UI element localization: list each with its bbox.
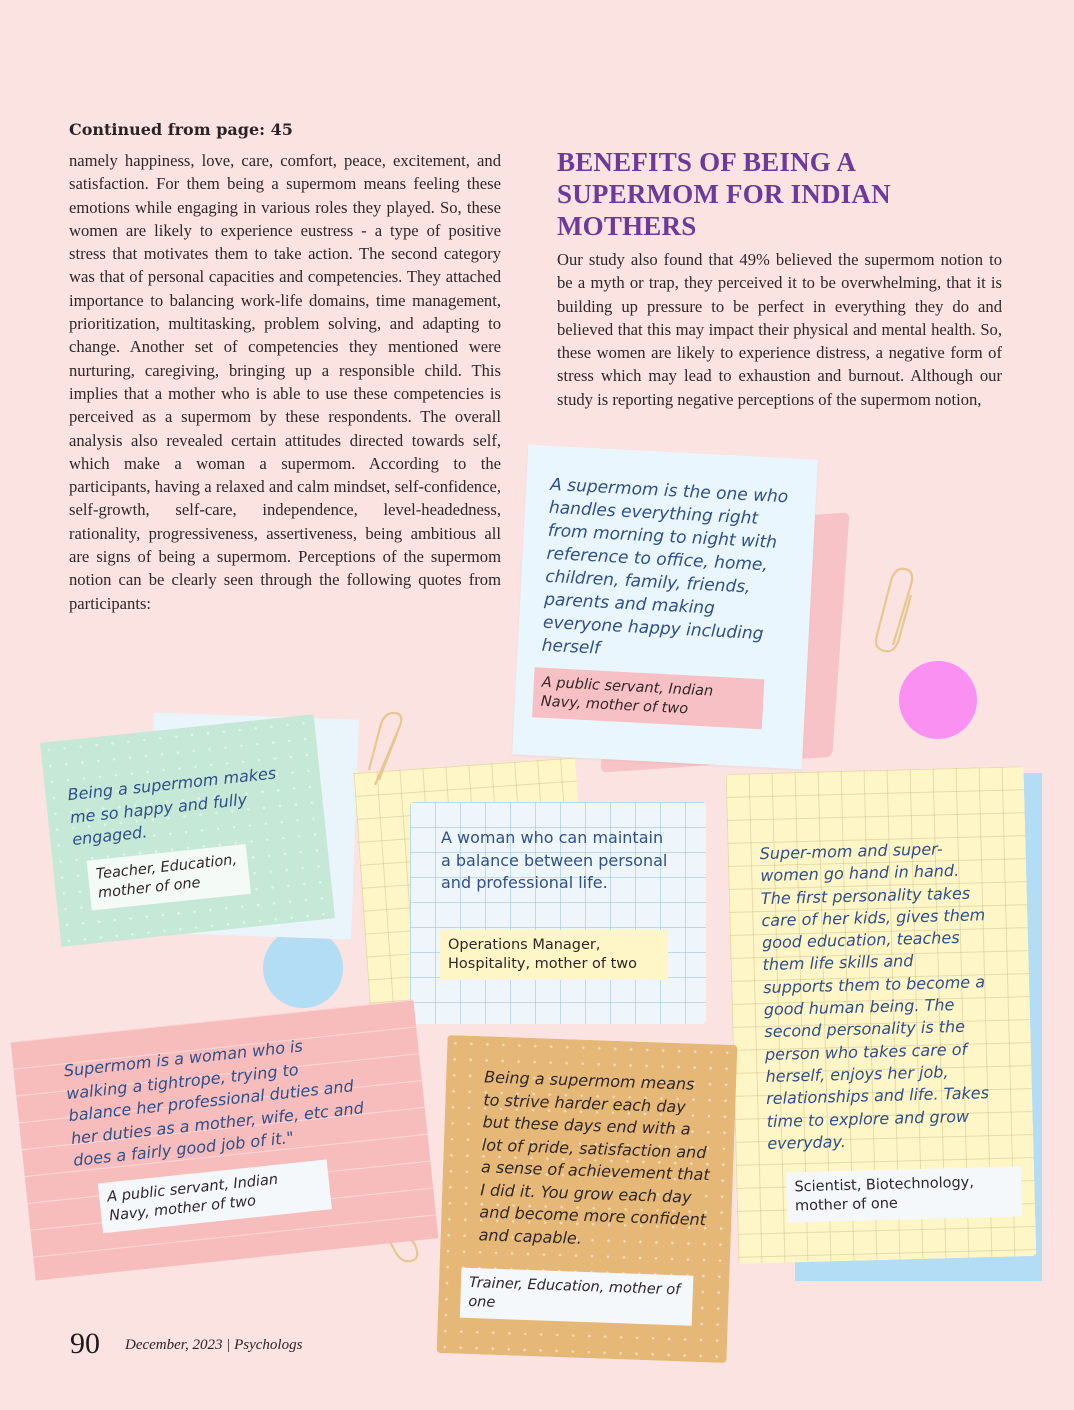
quote-attribution: Teacher, Education, mother of one (87, 844, 251, 910)
quote-text: Supermom is a woman who is walking a tightrope, trying to balance her professional duties and her duties as a mother, wife, etc and does a fairly good job of it." (62, 1036, 365, 1170)
quote-attribution: A public servant, Indian Navy, mother of two (532, 667, 764, 729)
quote-text: Being a supermom makes me so happy and fully engaged. (66, 763, 277, 850)
section-heading: BENEFITS OF BEING A SUPERMOM FOR INDIAN MOTHERS (557, 147, 891, 241)
issue-info: December, 2023 | Psychologs (125, 1337, 303, 1353)
quote-card (512, 445, 818, 770)
quote-card (437, 1035, 738, 1363)
quote-attribution: Trainer, Education, mother of one (460, 1268, 694, 1326)
quote-text: Super-mom and super-women go hand in hand. The first personality takes care of her kids, gives them good education, teaches them life skills and supports them to become a good human being. The second personality is the person who takes care of herself, enjoys her job, relationships and life. Takes time to explore and grow everyday. (759, 839, 990, 1153)
quote-card (40, 714, 335, 947)
quote-card (726, 766, 1037, 1264)
quote-attribution: A public servant, Indian Navy, mother of two (98, 1159, 332, 1233)
blue-circle-decoration (263, 928, 343, 1008)
quote-text: Being a supermom means to strive harder each day but these days end with a lot of pride, satisfaction and a sense of achievement that I did it. You grow each day and become more confident and capable. (478, 1067, 711, 1248)
article-left-column: namely happiness, love, care, comfort, peace, excitement, and satisfaction. For them being a supermom means feeling these emotions while engaging in various roles they played. So, these women are likely to experience eustress - a type of positive stress that motivates them to take action. The second category was that of personal capacities and competencies. They attached importance to balancing work-life domains, time management, prioritization, multitasking, problem solving, and adapting to change. Another set of competencies they mentioned were nurturing, caregiving, bringing up a responsible child. This implies that a mother who is able to use these competencies is perceived as a supermom by these respondents. The overall analysis also revealed certain attitudes directed towards self, which make a woman a supermom. According to the participants, having a relaxed and calm mindset, self-confidence, self-growth, self-care, independence, level-headedness, rationality, progressiveness, assertiveness, being ambitious all are signs of being a supermom. Perceptions of the supermom notion can be clearly seen through the following quotes from participants: (69, 151, 501, 613)
quote-text: A woman who can maintain a balance between personal and professional life. (441, 828, 668, 892)
pink-circle-decoration (899, 661, 977, 739)
quote-attribution: Operations Manager, Hospitality, mother of two (440, 930, 668, 980)
quote-card (11, 999, 439, 1280)
quote-card (410, 802, 706, 1024)
quote-text: A supermom is the one who handles everything right from morning to night with reference to office, home, children, family, friends, parents and making everyone happy including herself (541, 474, 789, 659)
quote-attribution: Scientist, Biotechnology, mother of one (786, 1166, 1022, 1222)
article-right-column: Our study also found that 49% believed the supermom notion to be a myth or trap, they perceived it to be overwhelming, that it is building up pressure to be perfect in everything they do and believed that this may impact their physical and mental health. So, these women are likely to experience distress, a negative form of stress which may lead to exhaustion and burnout. Although our study is reporting negative perceptions of the supermom notion, (557, 250, 1002, 409)
continued-from-label: Continued from page: 45 (69, 120, 293, 139)
page-number: 90 (70, 1327, 100, 1360)
paperclip-icon (365, 710, 415, 790)
paperclip-icon (873, 565, 923, 655)
